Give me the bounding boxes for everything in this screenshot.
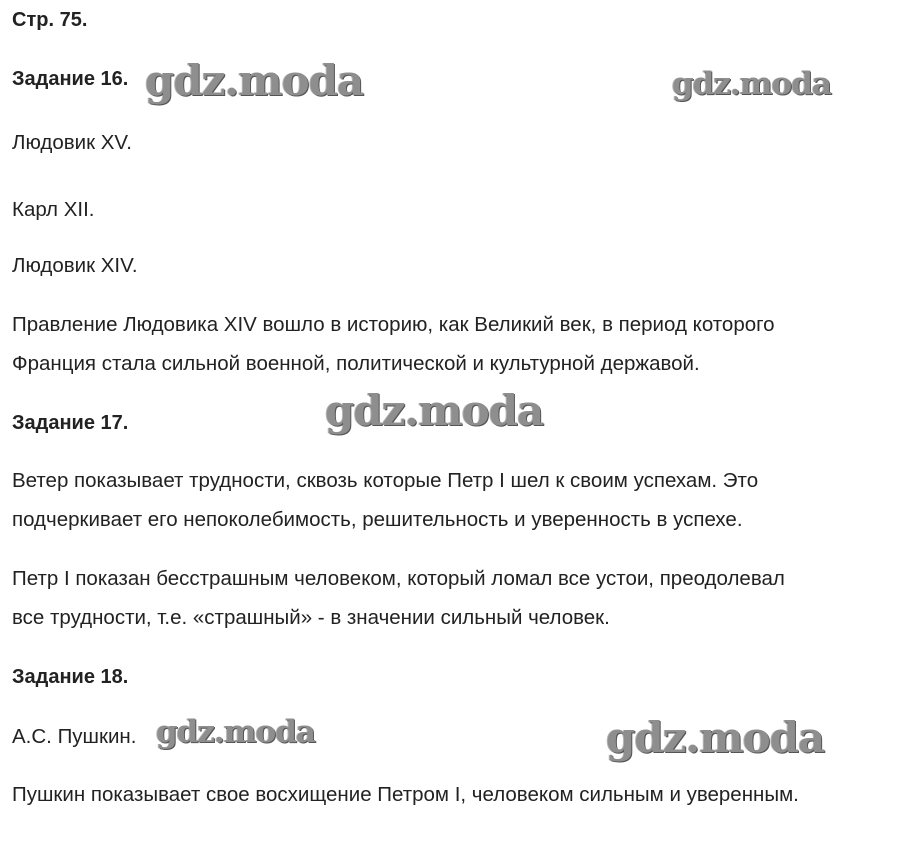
- page-label: Стр. 75.: [12, 9, 88, 31]
- task-17-heading: Задание 17.: [12, 412, 129, 434]
- task-17-answer-1-line-2: подчеркивает его непоколебимость, решительность и уверенность в успехе.: [12, 508, 743, 531]
- task-18-heading: Задание 18.: [12, 666, 129, 688]
- task-16-answer-1: Людовик XV.: [12, 131, 132, 154]
- task-18-answer-2: Пушкин показывает свое восхищение Петром I, человеком сильным и уверенным.: [12, 783, 799, 806]
- watermark: gdz.moda: [606, 713, 825, 762]
- task-16-heading: Задание 16.: [12, 68, 129, 90]
- task-17-answer-2-line-2: все трудности, т.е. «страшный» - в значении сильный человек.: [12, 606, 610, 629]
- task-16-answer-4-line-2: Франция стала сильной военной, политической и культурной державой.: [12, 352, 700, 375]
- watermark: gdz.moda: [325, 386, 544, 435]
- task-16-answer-4-line-1: Правление Людовика XIV вошло в историю, как Великий век, в период которого: [12, 313, 775, 336]
- task-17-answer-2-line-1: Петр I показан бесстрашным человеком, который ломал все устои, преодолевал: [12, 567, 785, 590]
- task-17-answer-1-line-1: Ветер показывает трудности, сквозь которые Петр I шел к своим успехам. Это: [12, 469, 759, 492]
- task-16-answer-2: Карл XII.: [12, 198, 95, 221]
- watermark: gdz.moda: [156, 714, 315, 750]
- task-18-answer-1: А.С. Пушкин.: [12, 725, 137, 748]
- task-16-answer-3: Людовик XIV.: [12, 254, 138, 277]
- watermark: gdz.moda: [672, 66, 831, 102]
- watermark: gdz.moda: [145, 56, 364, 105]
